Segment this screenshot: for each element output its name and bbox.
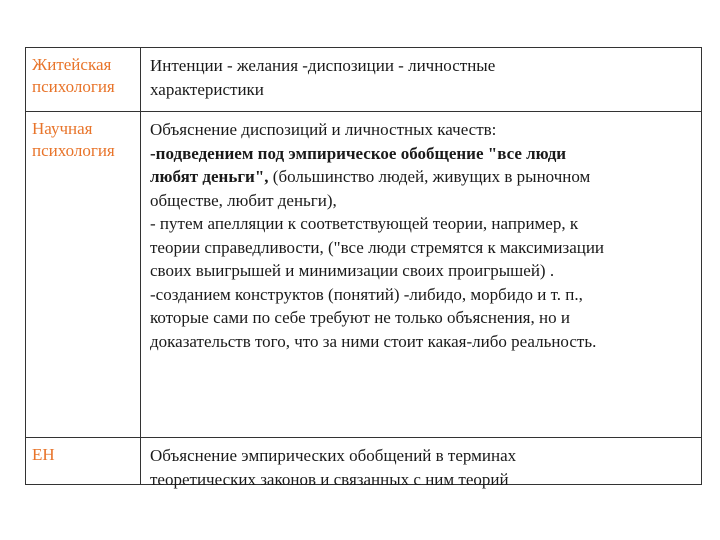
description-line: Интенции - желания -диспозиции - личностные xyxy=(150,56,496,75)
description-line: которые сами по себе требуют не только объяснения, но и xyxy=(150,308,570,327)
bold-fragment: любят деньги", xyxy=(150,167,269,186)
description-line-mixed xyxy=(150,165,693,189)
row-description xyxy=(150,118,693,353)
description-line: теории справедливости, ("все люди стремятся к максимизации xyxy=(150,237,605,257)
description-line: Объяснение диспозиций и личностных качеств: xyxy=(150,120,497,139)
description-line: теоретических законов и связанных с ним теорий xyxy=(150,469,509,489)
row-label-line: ЕН xyxy=(32,445,55,464)
row-label-line: Научная xyxy=(32,119,93,138)
description-line: Объяснение эмпирических обобщений в терминах xyxy=(150,446,517,465)
row-description xyxy=(150,444,693,491)
row-label-line: психология xyxy=(32,77,115,96)
plain-fragment: (большинство людей, живущих в рыночном xyxy=(268,167,591,186)
comparison-table xyxy=(25,47,702,489)
description-line: своих выигрышей и минимизации своих проигрышей) . xyxy=(150,261,555,280)
table-row-scientific-psychology xyxy=(26,112,701,438)
table-row-everyday-psychology xyxy=(26,48,701,112)
description-line-bold: -подведением под эмпирическое обобщение "все люди xyxy=(150,143,567,163)
row-label xyxy=(32,444,138,466)
table-row-natural-sciences xyxy=(26,438,701,489)
row-label xyxy=(32,118,138,162)
row-label-line: психология xyxy=(32,141,115,160)
description-line: -созданием конструктов (понятий) -либидо, морбидо и т. п., xyxy=(150,284,583,304)
row-label-line: Житейская xyxy=(32,55,112,74)
description-line: характеристики xyxy=(150,79,264,99)
description-line: обществе, любит деньги), xyxy=(150,190,337,210)
description-line: доказательств того, что за ними стоит какая-либо реальность. xyxy=(150,331,597,351)
description-line: - путем апелляции к соответствующей теории, например, к xyxy=(150,214,579,233)
row-label xyxy=(32,54,138,98)
row-description xyxy=(150,54,693,101)
